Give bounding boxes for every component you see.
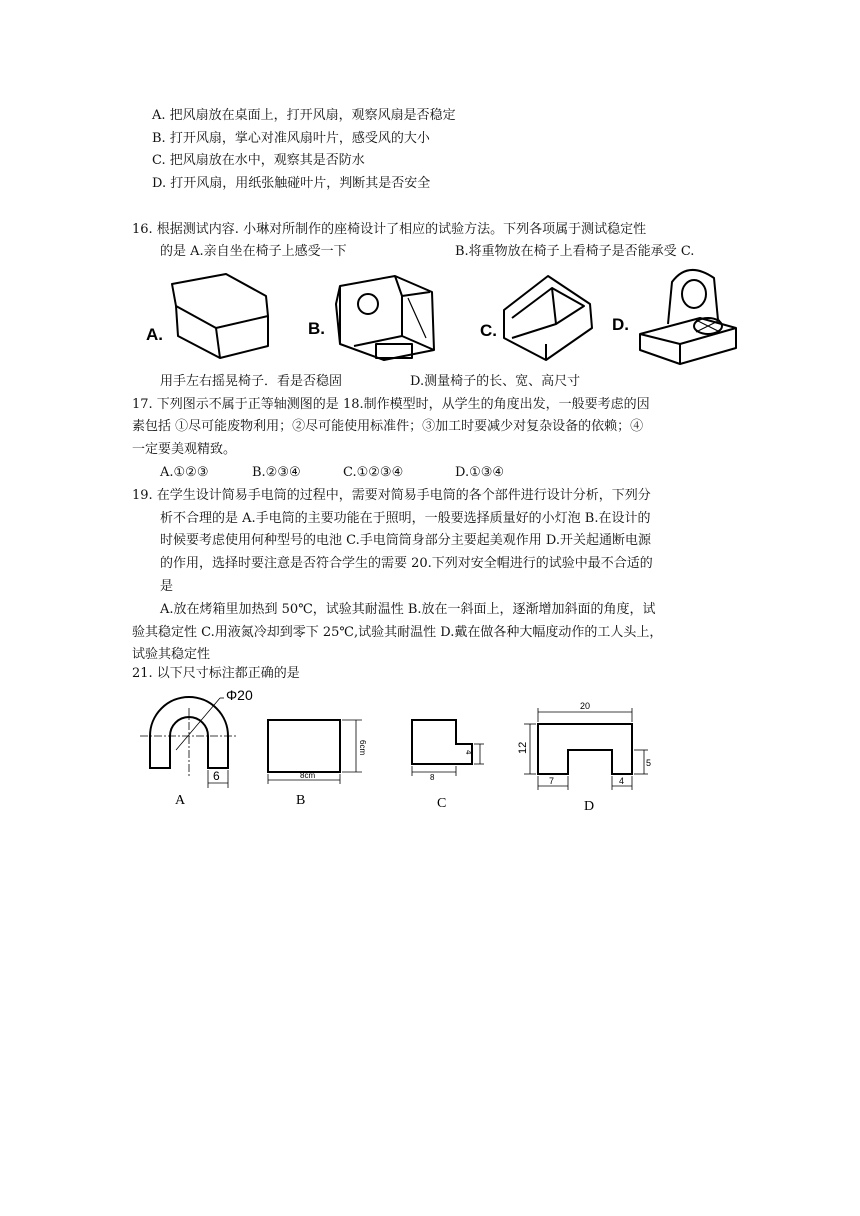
dim-c-width: 8 bbox=[430, 773, 435, 782]
q15-option-d: D. 打开风扇，用纸张触碰叶片，判断其是否安全 bbox=[152, 176, 431, 191]
dimension-figures bbox=[140, 686, 680, 816]
q16-line1: 16. 根据测试内容. 小琳对所制作的座椅设计了相应的试验方法。下列各项属于测试稳定性 bbox=[132, 222, 647, 237]
q19-line4: 的作用，选择时要注意是否符合学生的需要 20.下列对安全帽进行的试验中最不合适的 bbox=[160, 556, 653, 571]
q17-line2: 素包括 ①尽可能废物利用；②尽可能使用标准件；③加工时要减少对复杂设备的依赖；④ bbox=[132, 419, 644, 434]
dim-b-width: 8cm bbox=[300, 771, 316, 780]
q20-line3: 试验其稳定性 bbox=[132, 647, 211, 662]
q15-option-b: B. 打开风扇，掌心对准风扇叶片，感受风的大小 bbox=[152, 131, 430, 146]
q16-line3b: D.测量椅子的长、宽、高尺寸 bbox=[410, 374, 581, 389]
q17-line1: 17. 下列图示不属于正等轴测图的是 18.制作模型时，从学生的角度出发，一般要考虑的因 bbox=[132, 397, 650, 412]
q20-line1: A.放在烤箱里加热到 50℃，试验其耐温性 B.放在一斜面上，逐渐增加斜面的角度，试 bbox=[160, 602, 656, 617]
figure-d-bearing-bracket bbox=[640, 270, 736, 364]
q19-line5: 是 bbox=[160, 579, 174, 594]
dim-a-width: 6 bbox=[213, 769, 220, 783]
q17-line3: 一定要美观精致。 bbox=[132, 442, 237, 457]
q16-line3a: 用手左右摇晃椅子．看是否稳固 bbox=[160, 374, 343, 389]
dim-d-height: 12 bbox=[517, 741, 529, 754]
q21-line1: 21. 以下尺寸标注都正确的是 bbox=[132, 666, 300, 681]
figure-a-label: A. bbox=[146, 325, 163, 344]
dim-figure-d bbox=[517, 701, 651, 814]
figure-b-bracket bbox=[336, 276, 434, 360]
dim-figure-b bbox=[268, 720, 367, 808]
q16-line2a: 的是 A.亲自坐在椅子上感受一下 bbox=[160, 244, 347, 259]
dim-figure-c-label: C bbox=[437, 796, 447, 811]
dim-d-right-width: 4 bbox=[619, 776, 625, 786]
q18-option-a: A.①②③ bbox=[160, 465, 209, 480]
dim-figure-b-label: B bbox=[296, 793, 306, 808]
q18-option-b: B.②③④ bbox=[252, 465, 301, 480]
figure-a-hex-prism bbox=[172, 274, 268, 358]
q16-line2b: B.将重物放在椅子上看椅子是否能承受 C. bbox=[455, 244, 695, 259]
figure-b-label: B. bbox=[308, 319, 325, 338]
dim-d-left-width: 7 bbox=[549, 776, 555, 786]
q18-option-c: C.①②③④ bbox=[343, 465, 404, 480]
q19-line2: 析不合理的是 A.手电筒的主要功能在于照明，一般要选择质量好的小灯泡 B.在设计的 bbox=[160, 511, 651, 526]
q20-line2: 验其稳定性 C.用液氮冷却到零下 25℃,试验其耐温性 D.戴在做各种大幅度动作的工人头上， bbox=[132, 625, 663, 640]
q18-option-d: D.①③④ bbox=[455, 465, 505, 480]
isometric-figures bbox=[140, 264, 740, 376]
dim-b-height: 6cm bbox=[358, 740, 367, 756]
dim-c-height: 4 bbox=[464, 750, 473, 755]
dim-a-diameter: Φ20 bbox=[226, 687, 253, 703]
dim-figure-a bbox=[140, 687, 253, 808]
q19-line3: 时候要考虑使用何种型号的电池 C.手电筒筒身部分主要起美观作用 D.开关起通断电源 bbox=[160, 533, 651, 548]
dim-figure-c bbox=[412, 720, 484, 811]
dim-d-notch-height: 5 bbox=[646, 758, 652, 768]
dim-figure-a-label: A bbox=[175, 793, 186, 808]
q15-option-a: A. 把风扇放在桌面上，打开风扇，观察风扇是否稳定 bbox=[152, 108, 456, 123]
q15-option-c: C. 把风扇放在水中，观察其是否防水 bbox=[152, 153, 365, 168]
dim-figure-d-label: D bbox=[584, 799, 595, 814]
dim-d-width: 20 bbox=[580, 701, 591, 711]
figure-d-label: D. bbox=[612, 315, 629, 334]
figure-c-triangle-support bbox=[504, 276, 592, 360]
q19-line1: 19. 在学生设计简易手电筒的过程中，需要对简易手电筒的各个部件进行设计分析，下列分 bbox=[132, 488, 651, 503]
figure-c-label: C. bbox=[480, 321, 497, 340]
